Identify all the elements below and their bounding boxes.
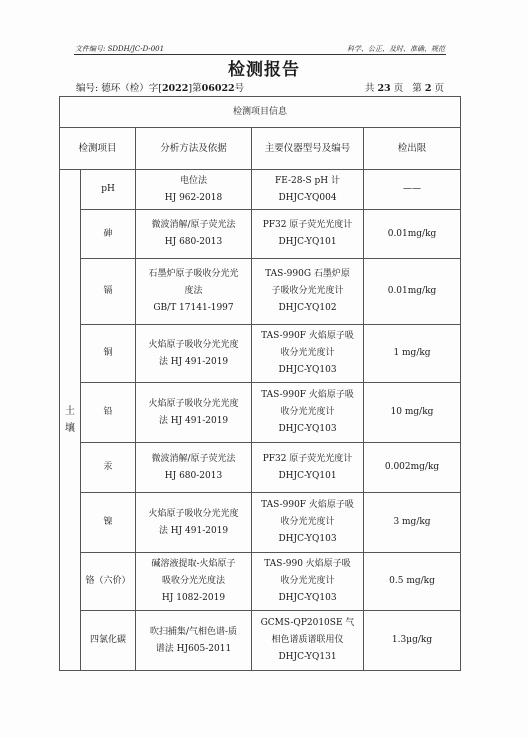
cell-instrument [252,210,364,259]
table-row [60,383,461,443]
table-row [60,325,461,383]
cell-item: 镉 [81,259,136,325]
cell-method [136,443,252,493]
method-line: HJ 680-2013 [164,470,223,481]
instrument-line: DHJC-YQ103 [278,593,337,603]
method-line: 火焰原子吸收分光光度 [148,508,239,519]
instrument-line: DHJC-YQ101 [278,237,337,247]
cell-item: 铜 [81,325,136,383]
instrument-line: TAS-990F 火焰原子吸 [261,390,354,400]
cell-limit: 3 mg/kg [364,493,461,553]
cell-instrument [252,325,364,383]
instrument-line: 收分光光度计 [280,407,335,417]
cell-method [136,493,252,553]
table-row [60,611,461,671]
test-items-table [59,96,461,671]
cell-limit: 0.5 mg/kg [364,553,461,611]
header-limit: 检出限 [364,128,461,170]
page-count: 共 23 页 第 2 页 [364,83,444,94]
cell-item: 砷 [81,210,136,259]
method-line: 石墨炉原子吸收分光光 [148,269,239,279]
cell-limit: 0.002mg/kg [364,443,461,493]
method-line: 法 HJ 491-2019 [158,525,229,536]
instrument-line: DHJC-YQ101 [278,470,337,481]
cell-limit: 0.01mg/kg [364,259,461,325]
cell-instrument [252,611,364,671]
cell-instrument [252,170,364,210]
instrument-line: 收分光光度计 [280,576,335,586]
table-row [60,443,461,493]
header-row [60,128,461,170]
method-line: 度法 [184,286,203,296]
cell-item: pH [81,170,136,210]
method-line: 火焰原子吸收分光光度 [148,339,239,350]
instrument-line: TAS-990 火焰原子吸 [264,559,351,569]
instrument-line: DHJC-YQ004 [278,192,337,203]
method-line: HJ 680-2013 [164,237,223,247]
cell-method [136,383,252,443]
cell-instrument [252,383,364,443]
cell-method [136,170,252,210]
cell-method [136,210,252,259]
instrument-line: GCMS-QP2010SE 气 [260,618,355,628]
instrument-line: TAS-990F 火焰原子吸 [261,500,354,510]
instrument-line: 收分光光度计 [280,517,335,527]
method-line: HJ 1082-2019 [161,593,226,603]
instrument-line: 相色谱质谱联用仪 [271,635,344,645]
method-line: 吹扫捕集/气相色谱-质 [149,626,238,637]
cell-limit: —— [364,170,461,210]
instrument-line: DHJC-YQ103 [278,424,337,434]
instrument-line: TAS-990F 火焰原子吸 [261,331,354,341]
cell-instrument [252,259,364,325]
instrument-line: 子吸收分光光度计 [271,286,344,296]
table-row [60,553,461,611]
method-line: 火焰原子吸收分光光度 [148,398,239,409]
table-row [60,493,461,553]
instrument-line: FE-28-S pH 计 [274,175,340,186]
header-instrument: 主要仪器型号及编号 [252,128,364,170]
method-line: HJ 962-2018 [164,192,223,203]
instrument-line: PF32 原子荧光光度计 [262,453,353,464]
cell-method [136,611,252,671]
cell-limit: 10 mg/kg [364,383,461,443]
cell-item: 四氯化碳 [81,611,136,671]
method-line: 吸收分光光度法 [161,576,225,586]
category-cell: 土 壤 [60,170,81,671]
doc-code: 文件编号: SDDH/JC-D-001 [75,45,165,53]
cell-limit: 0.01mg/kg [364,210,461,259]
motto: 科学、公正、及时、准确、规范 [347,45,445,53]
instrument-line: DHJC-YQ103 [278,365,337,375]
section-title: 检测项目信息 [60,97,461,128]
cell-item: 铬（六价） [81,553,136,611]
method-line: 微波消解/原子荧光法 [151,453,236,464]
table-row [60,210,461,259]
method-line: 谱法 HJ605-2011 [155,643,232,654]
report-number: 编号: 德环（检）字[2022]第06022号 [76,83,245,94]
cell-method [136,553,252,611]
method-line: 法 HJ 491-2019 [158,415,229,426]
cell-instrument [252,493,364,553]
cell-instrument [252,553,364,611]
table-row [60,170,461,210]
instrument-line: DHJC-YQ131 [278,652,337,662]
cell-instrument [252,443,364,493]
method-line: GB/T 17141-1997 [153,303,234,313]
instrument-line: TAS-990G 石墨炉原 [265,269,350,279]
cell-item: 镍 [81,493,136,553]
page-title: 检测报告 [228,60,300,80]
instrument-line: 收分光光度计 [280,348,335,358]
instrument-line: DHJC-YQ102 [278,303,337,313]
method-line: 法 HJ 491-2019 [158,356,229,367]
method-line: 微波消解/原子荧光法 [151,220,236,230]
method-line: 碱溶液提取-火焰原子 [151,559,236,569]
header-item: 检测项目 [60,128,136,170]
cell-method [136,325,252,383]
cell-item: 汞 [81,443,136,493]
cell-item: 铅 [81,383,136,443]
cell-method [136,259,252,325]
table-row [60,259,461,325]
cell-limit: 1 mg/kg [364,325,461,383]
header-method: 分析方法及依据 [136,128,252,170]
cell-limit: 1.3μg/kg [364,611,461,671]
instrument-line: DHJC-YQ103 [278,534,337,544]
instrument-line: PF32 原子荧光光度计 [262,220,353,230]
method-line: 电位法 [179,175,207,186]
